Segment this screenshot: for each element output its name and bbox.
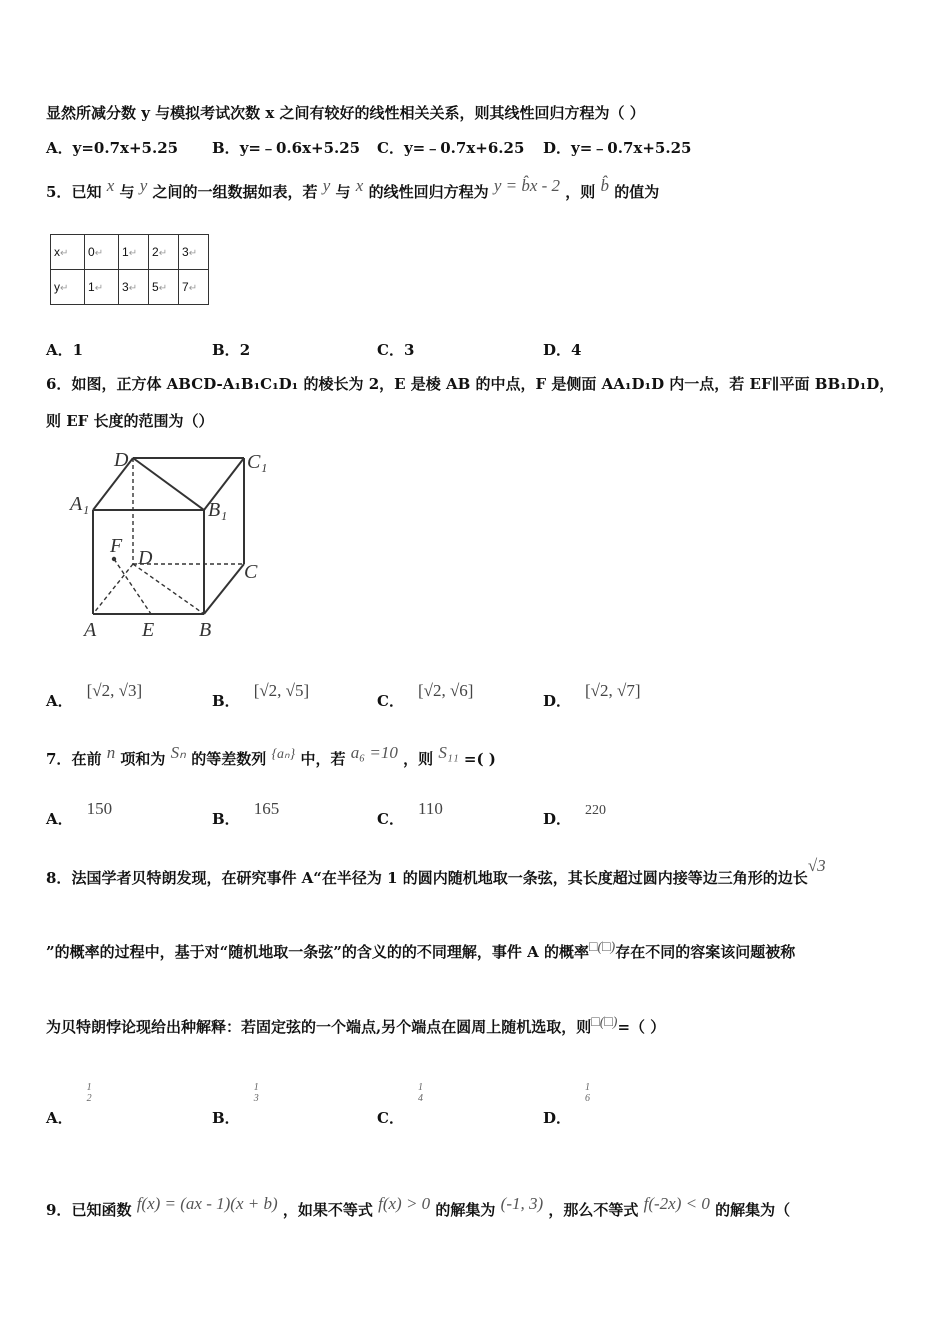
q4-option-d[interactable]: D．y=﹣0.7x+5.25 [543, 139, 692, 157]
q4-options [46, 137, 906, 161]
q6-option-c[interactable]: C．[√2, √6] [377, 681, 474, 710]
label-e: E [142, 619, 155, 641]
point-f-marker [112, 557, 116, 561]
q8-option-c[interactable]: C．1 4 [377, 1082, 423, 1127]
q6-option-b[interactable]: B．[√2, √5] [212, 681, 310, 710]
q5-option-c[interactable]: C．3 [377, 341, 415, 359]
q6-stem-line1: 6．如图，正方体 ABCD-A₁B₁C₁D₁ 的棱长为 2，E 是棱 AB 的中点，F 是侧面 AA₁D₁D 内一点，若 EF∥平面 BB₁D₁D， [46, 375, 895, 393]
label-a: A [84, 619, 97, 641]
q8-options [46, 1082, 906, 1128]
q8-option-d[interactable]: D．1 6 [543, 1082, 591, 1127]
q4-stem: 显然所减分数 y 与模拟考试次数 x 之间有较好的线性相关关系，则其线性回归方程为（ ） [46, 104, 645, 122]
q4-option-b[interactable]: B．y=﹣0.6x+5.25 [212, 139, 361, 157]
q4-option-c[interactable]: C．y=﹣0.7x+6.25 [377, 139, 525, 157]
label-c1: C₁ [247, 451, 268, 473]
q7-option-a[interactable]: A．150 [46, 799, 113, 828]
table-cell: 2↵ [149, 235, 179, 270]
label-a1: A₁ [70, 493, 90, 515]
q6-option-a[interactable]: A．[√2, √3] [46, 681, 143, 710]
label-c: C [244, 561, 258, 583]
table-cell: 3↵ [179, 235, 209, 270]
label-f: F [110, 535, 123, 557]
table-cell: 7↵ [179, 270, 209, 305]
q7-option-d[interactable]: D． 220 [543, 803, 607, 828]
q6-stem-line2: 则 EF 长度的范围为（） [46, 412, 214, 430]
q8-stem-line1: 8．法国学者贝特朗发现，在研究事件 A“在半径为 1 的圆内随机地取一条弦，其长度超过圆内接等边三角形的边长√3 [46, 856, 826, 887]
q6-option-d[interactable]: D．[√2, √7] [543, 681, 641, 710]
label-b: B [199, 619, 212, 641]
q7-option-b[interactable]: B．165 [212, 799, 280, 828]
q8-option-b[interactable]: B．1 3 [212, 1082, 259, 1127]
q5-options [46, 339, 906, 363]
table-cell: 1↵ [85, 270, 119, 305]
label-d: D [138, 547, 153, 569]
q5-option-b[interactable]: B．2 [212, 341, 251, 359]
q5-option-a[interactable]: A．1 [46, 341, 84, 359]
label-b1: B₁ [208, 499, 228, 521]
q6-options [46, 681, 906, 714]
table-cell: 5↵ [149, 270, 179, 305]
q5-stem: 5．已知 x 与 y 之间的一组数据如表，若 y 与 x 的线性回归方程为 y = b̂x - 2 ，则 b̂ 的值为 [46, 176, 660, 201]
q8-stem-line3: 为贝特朗悖论现给出种解释：若固定弦的一个端点,另个端点在圆周上随机选取，则□(□)=（ ） [46, 1015, 666, 1036]
q8-option-a[interactable]: A．1 2 [46, 1082, 92, 1127]
table-row [51, 235, 209, 270]
q7-options [46, 799, 906, 832]
q4-option-a[interactable]: A．y=0.7x+5.25 [46, 139, 179, 157]
q5-data-table [50, 234, 209, 305]
table-cell: y↵ [51, 270, 85, 305]
table-cell: 0↵ [85, 235, 119, 270]
table-row [51, 270, 209, 305]
table-cell: 3↵ [119, 270, 149, 305]
table-cell: x↵ [51, 235, 85, 270]
q8-stem-line2: ”的概率的过程中，基于对“随机地取一条弦”的含义的的不同理解，事件 A 的概率□(□)存在不同的容案该问题被称 [46, 940, 796, 961]
cube-figure [66, 446, 286, 646]
table-cell: 1↵ [119, 235, 149, 270]
q7-option-c[interactable]: C．110 [377, 799, 443, 828]
q5-option-d[interactable]: D．4 [543, 341, 582, 359]
q7-stem: 7．在前 n 项和为 Sₙ 的等差数列 {aₙ} 中，若 a₆ =10 ，则 S₁₁ =( ) [46, 743, 496, 768]
q9-stem: 9．已知函数 f(x) = (ax - 1)(x + b) ，如果不等式 f(x) > 0 的解集为 (-1, 3) ，那么不等式 f(-2x) < 0 的解集为（ [46, 1194, 791, 1219]
label-d1: D [114, 449, 129, 471]
